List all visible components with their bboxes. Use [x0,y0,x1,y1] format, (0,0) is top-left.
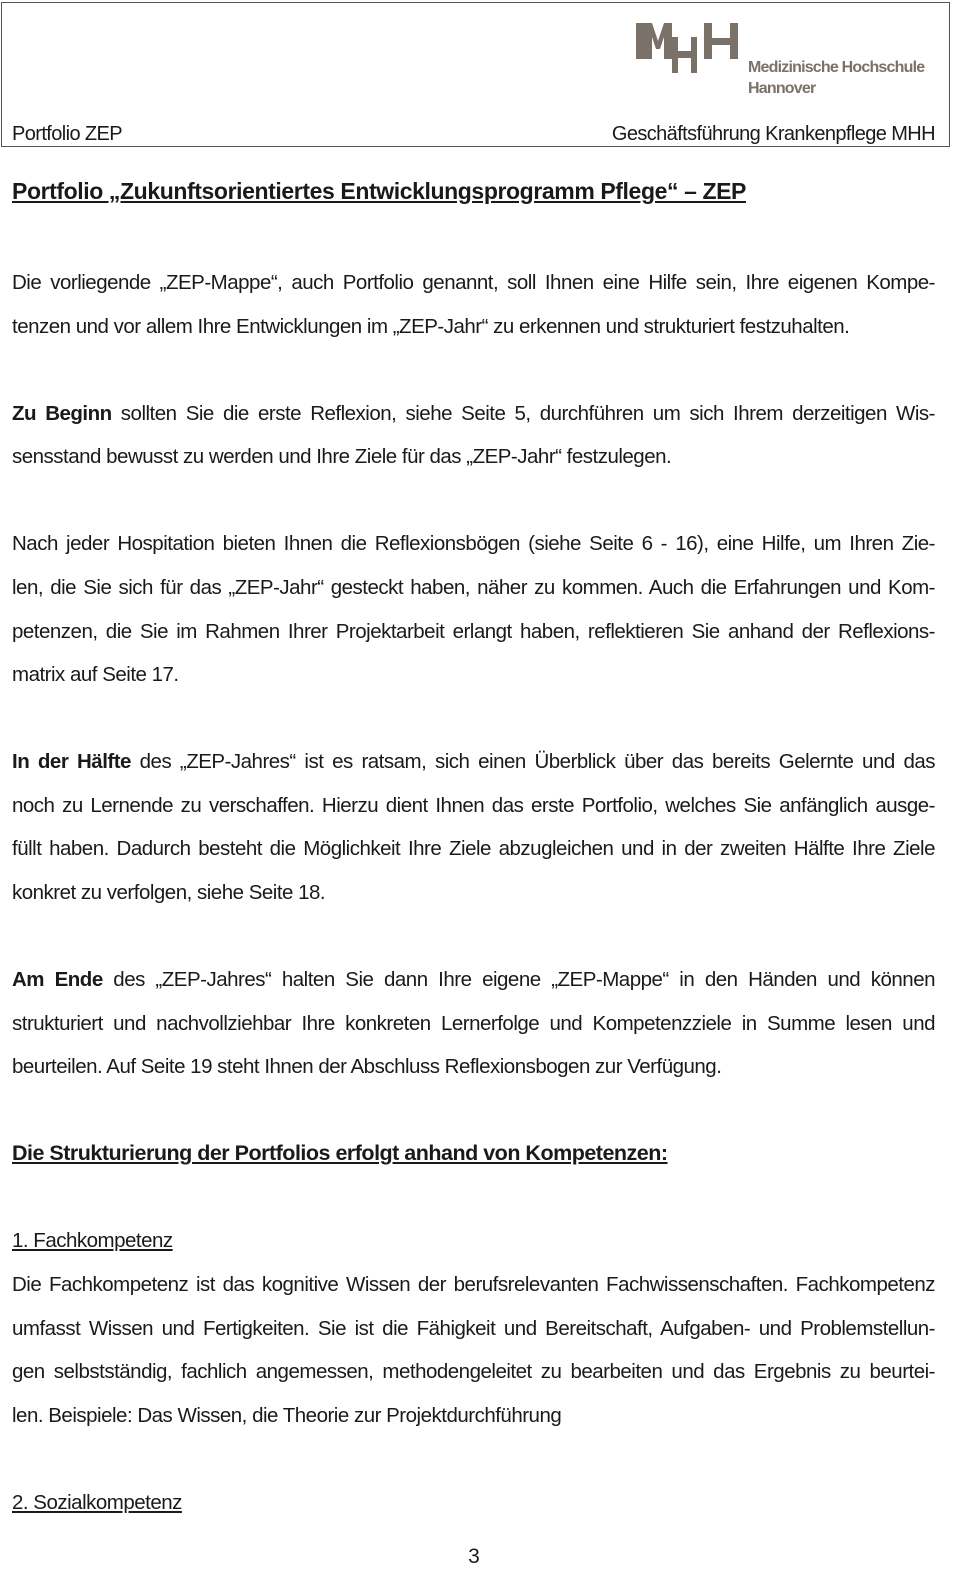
paragraph-hospitation [12,522,935,696]
text-span: des „ZEP-Jahres“ ist es ratsam, sich einen Überblick über das bereits Gelernte und das [130,750,935,774]
paragraph-end [12,958,935,1089]
text-line: gen selbstständig, fachlich angemessen, methodengeleitet zu bearbeiten und das Ergebnis zu beurtei- [12,1360,935,1384]
text-span: des „ZEP-Jahres“ halten Sie dann Ihre eigene „ZEP-Mappe“ in den Händen und können [102,968,935,991]
header-left: Portfolio ZEP [12,123,123,145]
text-line: beurteilen. Auf Seite 19 steht Ihnen der Abschluss Reflexionsbogen zur Verfügung. [12,1055,722,1079]
text-line: matrix auf Seite 17. [12,663,179,687]
text-line: len. Beispiele: Das Wissen, die Theorie zur Projektdurchführung [12,1403,562,1427]
document-body [12,261,935,1524]
page-number: 3 [468,1545,480,1568]
paragraph-beginning [12,392,935,479]
lead-bold: Zu Beginn [12,401,112,425]
text-line: sensstand bewusst zu werden und Ihre Ziele für das „ZEP-Jahr“ festzulegen. [12,445,672,469]
logo-text [748,57,924,99]
text-line: petenzen, die Sie im Rahmen Ihrer Projektarbeit erlangt haben, reflektieren Sie anhand der Reflexions- [12,619,935,643]
text-line [12,392,935,436]
paragraph-half [12,740,935,914]
text-span: sollten Sie die erste Reflexion, siehe Seite 5, durchführen um sich Ihrem derzeitigen Wis- [111,401,935,425]
page-title: Portfolio „Zukunftsorientiertes Entwicklungsprogramm Pflege“ – ZEP [12,178,746,204]
text-line: tenzen und vor allem Ihre Entwicklungen im „ZEP-Jahr“ zu erkennen und strukturiert festzuhalten. [12,314,850,338]
sozialkompetenz-heading: 2. Sozialkompetenz [12,1490,182,1514]
lead-bold: Am Ende [12,968,103,991]
logo-line1: Medizinische Hochschule [748,59,925,76]
text-line: noch zu Lernende zu verschaffen. Hierzu dient Ihnen das erste Portfolio, welches Sie anfänglich ausge- [12,793,935,817]
section-fachkompetenz [12,1219,935,1437]
text-line [12,740,935,784]
fachkompetenz-heading: 1. Fachkompetenz [12,1229,173,1253]
text-line: Die vorliegende „ZEP-Mappe“, auch Portfolio genannt, soll Ihnen eine Hilfe sein, Ihre eigenen Kompe- [12,271,935,294]
text-line: umfasst Wissen und Fertigkeiten. Sie ist die Fähigkeit und Bereitschaft, Aufgaben- und Problemstellun- [12,1316,935,1340]
section-heading: Die Strukturierung der Portfolios erfolgt anhand von Kompetenzen: [12,1141,668,1166]
text-line: konkret zu verfolgen, siehe Seite 18. [12,880,326,904]
paragraph-intro [12,261,935,348]
text-line: Nach jeder Hospitation bieten Ihnen die Reflexionsbögen (siehe Seite 6 - 16), eine Hilfe, um Ihren Zie- [12,532,935,556]
text-line: füllt haben. Dadurch besteht die Möglichkeit Ihre Ziele abzugleichen und in der zweiten Hälfte Ihre Ziele [12,837,935,861]
text-line: len, die Sie sich für das „ZEP-Jahr“ gesteckt haben, näher zu kommen. Auch die Erfahrungen und Kom- [12,575,935,599]
text-line: Die Fachkompetenz ist das kognitive Wissen der berufsrelevanten Fachwissenschaften. Fachkompetenz [12,1272,935,1296]
text-line: strukturiert und nachvollziehbar Ihre konkreten Lernerfolge und Kompetenzziele in Summe lesen und [12,1011,935,1035]
page-header [1,2,950,147]
header-right: Geschäftsführung Krankenpflege MHH [611,123,935,145]
logo-line2: Hannover [748,80,816,97]
lead-bold: In der Hälfte [12,750,131,774]
text-line [12,958,935,1002]
